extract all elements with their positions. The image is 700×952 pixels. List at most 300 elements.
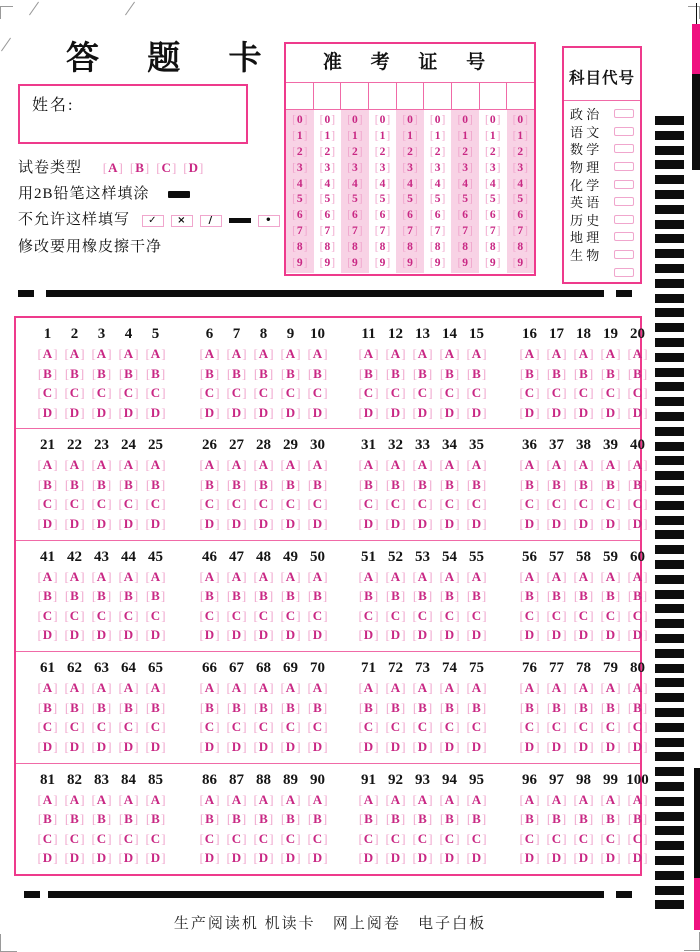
answer-bubble-31-d[interactable]: [ D ] — [355, 514, 382, 534]
answer-bubble-25-d[interactable]: [ D ] — [142, 514, 169, 534]
answer-bubble-100-b[interactable]: [ B ] — [624, 809, 651, 829]
answer-bubble-98-b[interactable]: [ B ] — [570, 809, 597, 829]
answer-bubble-60-c[interactable]: [ C ] — [624, 606, 651, 626]
answer-bubble-52-c[interactable]: [ C ] — [382, 606, 409, 626]
answer-bubble-82-c[interactable]: [ C ] — [61, 829, 88, 849]
answer-bubble-9-d[interactable]: [ D ] — [277, 403, 304, 423]
answer-bubble-52-a[interactable]: [ A ] — [382, 567, 409, 587]
ticket-digit-bubble-1[interactable]: [ 1 ] — [286, 130, 314, 142]
answer-bubble-58-a[interactable]: [ A ] — [570, 567, 597, 587]
answer-bubble-94-a[interactable]: [ A ] — [436, 790, 463, 810]
answer-bubble-95-b[interactable]: [ B ] — [463, 809, 490, 829]
answer-bubble-98-a[interactable]: [ A ] — [570, 790, 597, 810]
answer-bubble-32-b[interactable]: [ B ] — [382, 475, 409, 495]
answer-bubble-31-a[interactable]: [ A ] — [355, 455, 382, 475]
answer-bubble-62-d[interactable]: [ D ] — [61, 737, 88, 757]
answer-bubble-98-c[interactable]: [ C ] — [570, 829, 597, 849]
answer-bubble-48-a[interactable]: [ A ] — [250, 567, 277, 587]
answer-bubble-41-a[interactable]: [ A ] — [34, 567, 61, 587]
answer-bubble-97-d[interactable]: [ D ] — [543, 848, 570, 868]
ticket-digit-bubble-4[interactable]: [ 4 ] — [341, 178, 369, 190]
answer-bubble-47-c[interactable]: [ C ] — [223, 606, 250, 626]
answer-bubble-55-a[interactable]: [ A ] — [463, 567, 490, 587]
answer-bubble-86-d[interactable]: [ D ] — [196, 848, 223, 868]
answer-bubble-60-a[interactable]: [ A ] — [624, 567, 651, 587]
ticket-digit-bubble-0[interactable]: [ 0 ] — [341, 114, 369, 126]
answer-bubble-54-d[interactable]: [ D ] — [436, 625, 463, 645]
answer-bubble-48-d[interactable]: [ D ] — [250, 625, 277, 645]
ticket-digit-bubble-8[interactable]: [ 8 ] — [341, 241, 369, 253]
answer-bubble-36-b[interactable]: [ B ] — [516, 475, 543, 495]
answer-bubble-78-b[interactable]: [ B ] — [570, 698, 597, 718]
subject-code-slot[interactable] — [614, 144, 634, 153]
answer-bubble-94-b[interactable]: [ B ] — [436, 809, 463, 829]
ticket-digit-bubble-1[interactable]: [ 1 ] — [424, 130, 452, 142]
answer-bubble-65-d[interactable]: [ D ] — [142, 737, 169, 757]
ticket-digit-bubble-9[interactable]: [ 9 ] — [424, 257, 452, 269]
ticket-digit-bubble-3[interactable]: [ 3 ] — [479, 162, 507, 174]
name-field-box[interactable] — [18, 84, 248, 144]
answer-bubble-56-b[interactable]: [ B ] — [516, 586, 543, 606]
ticket-digit-bubble-4[interactable]: [ 4 ] — [507, 178, 535, 190]
answer-bubble-79-c[interactable]: [ C ] — [597, 717, 624, 737]
answer-bubble-82-b[interactable]: [ B ] — [61, 809, 88, 829]
ticket-digit-bubble-6[interactable]: [ 6 ] — [507, 209, 535, 221]
answer-bubble-94-d[interactable]: [ D ] — [436, 848, 463, 868]
ticket-digit-bubble-9[interactable]: [ 9 ] — [341, 257, 369, 269]
answer-bubble-33-b[interactable]: [ B ] — [409, 475, 436, 495]
answer-bubble-80-d[interactable]: [ D ] — [624, 737, 651, 757]
answer-bubble-53-d[interactable]: [ D ] — [409, 625, 436, 645]
answer-bubble-10-c[interactable]: [ C ] — [304, 383, 331, 403]
answer-bubble-29-a[interactable]: [ A ] — [277, 455, 304, 475]
answer-bubble-84-c[interactable]: [ C ] — [115, 829, 142, 849]
answer-bubble-73-b[interactable]: [ B ] — [409, 698, 436, 718]
answer-bubble-55-b[interactable]: [ B ] — [463, 586, 490, 606]
answer-bubble-32-a[interactable]: [ A ] — [382, 455, 409, 475]
answer-bubble-33-a[interactable]: [ A ] — [409, 455, 436, 475]
ticket-digit-bubble-5[interactable]: [ 5 ] — [396, 193, 424, 205]
ticket-digit-bubble-7[interactable]: [ 7 ] — [507, 225, 535, 237]
answer-bubble-92-b[interactable]: [ B ] — [382, 809, 409, 829]
ticket-digit-bubble-5[interactable]: [ 5 ] — [341, 193, 369, 205]
answer-bubble-50-a[interactable]: [ A ] — [304, 567, 331, 587]
answer-bubble-10-a[interactable]: [ A ] — [304, 344, 331, 364]
ticket-digit-bubble-4[interactable]: [ 4 ] — [314, 178, 342, 190]
answer-bubble-80-a[interactable]: [ A ] — [624, 678, 651, 698]
subject-code-slot[interactable] — [614, 215, 634, 224]
ticket-digit-bubble-8[interactable]: [ 8 ] — [424, 241, 452, 253]
answer-bubble-48-b[interactable]: [ B ] — [250, 586, 277, 606]
ticket-digit-bubble-3[interactable]: [ 3 ] — [507, 162, 535, 174]
answer-bubble-1-d[interactable]: [ D ] — [34, 403, 61, 423]
subject-code-slot[interactable] — [614, 162, 634, 171]
ticket-write-cell[interactable] — [369, 83, 397, 109]
subject-code-slot[interactable] — [614, 180, 634, 189]
answer-bubble-95-d[interactable]: [ D ] — [463, 848, 490, 868]
answer-bubble-72-b[interactable]: [ B ] — [382, 698, 409, 718]
ticket-write-cell[interactable] — [314, 83, 342, 109]
answer-bubble-64-a[interactable]: [ A ] — [115, 678, 142, 698]
answer-bubble-72-d[interactable]: [ D ] — [382, 737, 409, 757]
answer-bubble-100-c[interactable]: [ C ] — [624, 829, 651, 849]
answer-bubble-90-c[interactable]: [ C ] — [304, 829, 331, 849]
answer-bubble-47-a[interactable]: [ A ] — [223, 567, 250, 587]
answer-bubble-56-a[interactable]: [ A ] — [516, 567, 543, 587]
ticket-digit-bubble-5[interactable]: [ 5 ] — [424, 193, 452, 205]
answer-bubble-56-c[interactable]: [ C ] — [516, 606, 543, 626]
answer-bubble-75-c[interactable]: [ C ] — [463, 717, 490, 737]
answer-bubble-57-c[interactable]: [ C ] — [543, 606, 570, 626]
answer-bubble-40-d[interactable]: [ D ] — [624, 514, 651, 534]
answer-bubble-58-c[interactable]: [ C ] — [570, 606, 597, 626]
answer-bubble-4-b[interactable]: [ B ] — [115, 364, 142, 384]
answer-bubble-35-c[interactable]: [ C ] — [463, 494, 490, 514]
answer-bubble-96-a[interactable]: [ A ] — [516, 790, 543, 810]
answer-bubble-24-d[interactable]: [ D ] — [115, 514, 142, 534]
answer-bubble-87-a[interactable]: [ A ] — [223, 790, 250, 810]
answer-bubble-53-a[interactable]: [ A ] — [409, 567, 436, 587]
answer-bubble-22-c[interactable]: [ C ] — [61, 494, 88, 514]
answer-bubble-53-b[interactable]: [ B ] — [409, 586, 436, 606]
answer-bubble-57-d[interactable]: [ D ] — [543, 625, 570, 645]
answer-bubble-43-d[interactable]: [ D ] — [88, 625, 115, 645]
answer-bubble-63-b[interactable]: [ B ] — [88, 698, 115, 718]
answer-bubble-86-c[interactable]: [ C ] — [196, 829, 223, 849]
answer-bubble-83-c[interactable]: [ C ] — [88, 829, 115, 849]
ticket-digit-bubble-6[interactable]: [ 6 ] — [314, 209, 342, 221]
answer-bubble-25-b[interactable]: [ B ] — [142, 475, 169, 495]
answer-bubble-26-c[interactable]: [ C ] — [196, 494, 223, 514]
answer-bubble-55-c[interactable]: [ C ] — [463, 606, 490, 626]
answer-bubble-28-c[interactable]: [ C ] — [250, 494, 277, 514]
answer-bubble-96-d[interactable]: [ D ] — [516, 848, 543, 868]
answer-bubble-23-b[interactable]: [ B ] — [88, 475, 115, 495]
answer-bubble-18-b[interactable]: [ B ] — [570, 364, 597, 384]
answer-bubble-12-a[interactable]: [ A ] — [382, 344, 409, 364]
answer-bubble-34-b[interactable]: [ B ] — [436, 475, 463, 495]
answer-bubble-92-a[interactable]: [ A ] — [382, 790, 409, 810]
ticket-digit-bubble-8[interactable]: [ 8 ] — [479, 241, 507, 253]
ticket-digit-bubble-5[interactable]: [ 5 ] — [314, 193, 342, 205]
subject-code-slot[interactable] — [614, 197, 634, 206]
answer-bubble-10-b[interactable]: [ B ] — [304, 364, 331, 384]
answer-bubble-91-c[interactable]: [ C ] — [355, 829, 382, 849]
answer-bubble-46-d[interactable]: [ D ] — [196, 625, 223, 645]
answer-bubble-4-a[interactable]: [ A ] — [115, 344, 142, 364]
answer-bubble-67-c[interactable]: [ C ] — [223, 717, 250, 737]
answer-bubble-70-a[interactable]: [ A ] — [304, 678, 331, 698]
answer-bubble-83-d[interactable]: [ D ] — [88, 848, 115, 868]
answer-bubble-14-d[interactable]: [ D ] — [436, 403, 463, 423]
answer-bubble-3-b[interactable]: [ B ] — [88, 364, 115, 384]
answer-bubble-22-d[interactable]: [ D ] — [61, 514, 88, 534]
answer-bubble-6-b[interactable]: [ B ] — [196, 364, 223, 384]
answer-bubble-17-b[interactable]: [ B ] — [543, 364, 570, 384]
ticket-digit-bubble-5[interactable]: [ 5 ] — [451, 193, 479, 205]
answer-bubble-71-a[interactable]: [ A ] — [355, 678, 382, 698]
ticket-digit-bubble-7[interactable]: [ 7 ] — [341, 225, 369, 237]
answer-bubble-11-a[interactable]: [ A ] — [355, 344, 382, 364]
answer-bubble-75-d[interactable]: [ D ] — [463, 737, 490, 757]
answer-bubble-99-d[interactable]: [ D ] — [597, 848, 624, 868]
answer-bubble-79-a[interactable]: [ A ] — [597, 678, 624, 698]
ticket-digit-bubble-6[interactable]: [ 6 ] — [479, 209, 507, 221]
answer-bubble-16-a[interactable]: [ A ] — [516, 344, 543, 364]
answer-bubble-73-c[interactable]: [ C ] — [409, 717, 436, 737]
answer-bubble-14-b[interactable]: [ B ] — [436, 364, 463, 384]
answer-bubble-49-b[interactable]: [ B ] — [277, 586, 304, 606]
answer-bubble-60-d[interactable]: [ D ] — [624, 625, 651, 645]
answer-bubble-18-a[interactable]: [ A ] — [570, 344, 597, 364]
answer-bubble-94-c[interactable]: [ C ] — [436, 829, 463, 849]
answer-bubble-76-b[interactable]: [ B ] — [516, 698, 543, 718]
ticket-digit-bubble-0[interactable]: [ 0 ] — [396, 114, 424, 126]
ticket-digit-bubble-2[interactable]: [ 2 ] — [396, 146, 424, 158]
ticket-digit-bubble-6[interactable]: [ 6 ] — [451, 209, 479, 221]
answer-bubble-45-c[interactable]: [ C ] — [142, 606, 169, 626]
answer-bubble-44-b[interactable]: [ B ] — [115, 586, 142, 606]
answer-bubble-61-b[interactable]: [ B ] — [34, 698, 61, 718]
answer-bubble-61-c[interactable]: [ C ] — [34, 717, 61, 737]
answer-bubble-72-c[interactable]: [ C ] — [382, 717, 409, 737]
answer-bubble-2-c[interactable]: [ C ] — [61, 383, 88, 403]
answer-bubble-75-b[interactable]: [ B ] — [463, 698, 490, 718]
answer-bubble-3-d[interactable]: [ D ] — [88, 403, 115, 423]
answer-bubble-66-b[interactable]: [ B ] — [196, 698, 223, 718]
answer-bubble-43-c[interactable]: [ C ] — [88, 606, 115, 626]
answer-bubble-23-c[interactable]: [ C ] — [88, 494, 115, 514]
answer-bubble-28-d[interactable]: [ D ] — [250, 514, 277, 534]
ticket-digit-bubble-1[interactable]: [ 1 ] — [479, 130, 507, 142]
answer-bubble-83-b[interactable]: [ B ] — [88, 809, 115, 829]
answer-bubble-9-a[interactable]: [ A ] — [277, 344, 304, 364]
answer-bubble-63-d[interactable]: [ D ] — [88, 737, 115, 757]
answer-bubble-89-a[interactable]: [ A ] — [277, 790, 304, 810]
answer-bubble-38-d[interactable]: [ D ] — [570, 514, 597, 534]
answer-bubble-68-a[interactable]: [ A ] — [250, 678, 277, 698]
answer-bubble-35-b[interactable]: [ B ] — [463, 475, 490, 495]
answer-bubble-17-c[interactable]: [ C ] — [543, 383, 570, 403]
answer-bubble-8-c[interactable]: [ C ] — [250, 383, 277, 403]
answer-bubble-26-a[interactable]: [ A ] — [196, 455, 223, 475]
answer-bubble-9-b[interactable]: [ B ] — [277, 364, 304, 384]
answer-bubble-59-a[interactable]: [ A ] — [597, 567, 624, 587]
ticket-digit-bubble-7[interactable]: [ 7 ] — [369, 225, 397, 237]
ticket-digit-bubble-0[interactable]: [ 0 ] — [369, 114, 397, 126]
answer-bubble-44-d[interactable]: [ D ] — [115, 625, 142, 645]
ticket-digit-bubble-8[interactable]: [ 8 ] — [507, 241, 535, 253]
answer-bubble-58-b[interactable]: [ B ] — [570, 586, 597, 606]
ticket-digit-bubble-9[interactable]: [ 9 ] — [286, 257, 314, 269]
answer-bubble-7-c[interactable]: [ C ] — [223, 383, 250, 403]
answer-bubble-9-c[interactable]: [ C ] — [277, 383, 304, 403]
answer-bubble-91-b[interactable]: [ B ] — [355, 809, 382, 829]
answer-bubble-30-c[interactable]: [ C ] — [304, 494, 331, 514]
answer-bubble-18-d[interactable]: [ D ] — [570, 403, 597, 423]
answer-bubble-10-d[interactable]: [ D ] — [304, 403, 331, 423]
answer-bubble-69-b[interactable]: [ B ] — [277, 698, 304, 718]
ticket-digit-bubble-7[interactable]: [ 7 ] — [286, 225, 314, 237]
ticket-digit-bubble-5[interactable]: [ 5 ] — [479, 193, 507, 205]
answer-bubble-37-b[interactable]: [ B ] — [543, 475, 570, 495]
answer-bubble-42-b[interactable]: [ B ] — [61, 586, 88, 606]
answer-bubble-49-c[interactable]: [ C ] — [277, 606, 304, 626]
answer-bubble-8-d[interactable]: [ D ] — [250, 403, 277, 423]
answer-bubble-66-d[interactable]: [ D ] — [196, 737, 223, 757]
ticket-digit-bubble-5[interactable]: [ 5 ] — [507, 193, 535, 205]
answer-bubble-11-d[interactable]: [ D ] — [355, 403, 382, 423]
answer-bubble-90-b[interactable]: [ B ] — [304, 809, 331, 829]
answer-bubble-86-a[interactable]: [ A ] — [196, 790, 223, 810]
ticket-digit-bubble-3[interactable]: [ 3 ] — [314, 162, 342, 174]
answer-bubble-63-a[interactable]: [ A ] — [88, 678, 115, 698]
ticket-digit-bubble-9[interactable]: [ 9 ] — [314, 257, 342, 269]
ticket-digit-bubble-0[interactable]: [ 0 ] — [424, 114, 452, 126]
answer-bubble-57-a[interactable]: [ A ] — [543, 567, 570, 587]
answer-bubble-50-c[interactable]: [ C ] — [304, 606, 331, 626]
answer-bubble-49-a[interactable]: [ A ] — [277, 567, 304, 587]
answer-bubble-44-c[interactable]: [ C ] — [115, 606, 142, 626]
answer-bubble-52-d[interactable]: [ D ] — [382, 625, 409, 645]
ticket-digit-bubble-2[interactable]: [ 2 ] — [286, 146, 314, 158]
answer-bubble-79-b[interactable]: [ B ] — [597, 698, 624, 718]
answer-bubble-46-a[interactable]: [ A ] — [196, 567, 223, 587]
answer-bubble-7-d[interactable]: [ D ] — [223, 403, 250, 423]
answer-bubble-16-c[interactable]: [ C ] — [516, 383, 543, 403]
answer-bubble-53-c[interactable]: [ C ] — [409, 606, 436, 626]
ticket-digit-bubble-3[interactable]: [ 3 ] — [451, 162, 479, 174]
answer-bubble-81-c[interactable]: [ C ] — [34, 829, 61, 849]
ticket-digit-bubble-9[interactable]: [ 9 ] — [396, 257, 424, 269]
answer-bubble-36-c[interactable]: [ C ] — [516, 494, 543, 514]
answer-bubble-8-a[interactable]: [ A ] — [250, 344, 277, 364]
answer-bubble-27-b[interactable]: [ B ] — [223, 475, 250, 495]
answer-bubble-28-a[interactable]: [ A ] — [250, 455, 277, 475]
answer-bubble-13-a[interactable]: [ A ] — [409, 344, 436, 364]
answer-bubble-71-d[interactable]: [ D ] — [355, 737, 382, 757]
ticket-digit-bubble-2[interactable]: [ 2 ] — [451, 146, 479, 158]
answer-bubble-8-b[interactable]: [ B ] — [250, 364, 277, 384]
answer-bubble-60-b[interactable]: [ B ] — [624, 586, 651, 606]
answer-bubble-62-c[interactable]: [ C ] — [61, 717, 88, 737]
answer-bubble-43-b[interactable]: [ B ] — [88, 586, 115, 606]
answer-bubble-97-c[interactable]: [ C ] — [543, 829, 570, 849]
answer-bubble-67-a[interactable]: [ A ] — [223, 678, 250, 698]
ticket-digit-bubble-3[interactable]: [ 3 ] — [396, 162, 424, 174]
answer-bubble-59-d[interactable]: [ D ] — [597, 625, 624, 645]
answer-bubble-5-c[interactable]: [ C ] — [142, 383, 169, 403]
answer-bubble-25-a[interactable]: [ A ] — [142, 455, 169, 475]
answer-bubble-41-c[interactable]: [ C ] — [34, 606, 61, 626]
answer-bubble-88-a[interactable]: [ A ] — [250, 790, 277, 810]
answer-bubble-20-c[interactable]: [ C ] — [624, 383, 651, 403]
answer-bubble-40-a[interactable]: [ A ] — [624, 455, 651, 475]
ticket-write-cell[interactable] — [341, 83, 369, 109]
answer-bubble-21-c[interactable]: [ C ] — [34, 494, 61, 514]
answer-bubble-80-b[interactable]: [ B ] — [624, 698, 651, 718]
answer-bubble-62-a[interactable]: [ A ] — [61, 678, 88, 698]
answer-bubble-84-d[interactable]: [ D ] — [115, 848, 142, 868]
answer-bubble-22-b[interactable]: [ B ] — [61, 475, 88, 495]
ticket-digit-bubble-3[interactable]: [ 3 ] — [286, 162, 314, 174]
answer-bubble-100-a[interactable]: [ A ] — [624, 790, 651, 810]
ticket-digit-bubble-2[interactable]: [ 2 ] — [424, 146, 452, 158]
answer-bubble-78-a[interactable]: [ A ] — [570, 678, 597, 698]
answer-bubble-50-b[interactable]: [ B ] — [304, 586, 331, 606]
answer-bubble-39-b[interactable]: [ B ] — [597, 475, 624, 495]
answer-bubble-36-d[interactable]: [ D ] — [516, 514, 543, 534]
answer-bubble-51-d[interactable]: [ D ] — [355, 625, 382, 645]
answer-bubble-82-a[interactable]: [ A ] — [61, 790, 88, 810]
subject-code-slot[interactable] — [614, 250, 634, 259]
answer-bubble-44-a[interactable]: [ A ] — [115, 567, 142, 587]
answer-bubble-76-d[interactable]: [ D ] — [516, 737, 543, 757]
answer-bubble-84-b[interactable]: [ B ] — [115, 809, 142, 829]
answer-bubble-88-c[interactable]: [ C ] — [250, 829, 277, 849]
answer-bubble-39-c[interactable]: [ C ] — [597, 494, 624, 514]
ticket-digit-bubble-8[interactable]: [ 8 ] — [396, 241, 424, 253]
answer-bubble-69-a[interactable]: [ A ] — [277, 678, 304, 698]
answer-bubble-30-a[interactable]: [ A ] — [304, 455, 331, 475]
answer-bubble-49-d[interactable]: [ D ] — [277, 625, 304, 645]
ticket-digit-bubble-8[interactable]: [ 8 ] — [451, 241, 479, 253]
answer-bubble-4-c[interactable]: [ C ] — [115, 383, 142, 403]
answer-bubble-93-d[interactable]: [ D ] — [409, 848, 436, 868]
answer-bubble-24-b[interactable]: [ B ] — [115, 475, 142, 495]
ticket-digit-bubble-3[interactable]: [ 3 ] — [341, 162, 369, 174]
ticket-digit-bubble-8[interactable]: [ 8 ] — [369, 241, 397, 253]
answer-bubble-72-a[interactable]: [ A ] — [382, 678, 409, 698]
answer-bubble-39-d[interactable]: [ D ] — [597, 514, 624, 534]
answer-bubble-13-c[interactable]: [ C ] — [409, 383, 436, 403]
ticket-digit-bubble-4[interactable]: [ 4 ] — [424, 178, 452, 190]
answer-bubble-21-d[interactable]: [ D ] — [34, 514, 61, 534]
answer-bubble-18-c[interactable]: [ C ] — [570, 383, 597, 403]
answer-bubble-23-a[interactable]: [ A ] — [88, 455, 115, 475]
answer-bubble-31-c[interactable]: [ C ] — [355, 494, 382, 514]
answer-bubble-21-b[interactable]: [ B ] — [34, 475, 61, 495]
answer-bubble-34-a[interactable]: [ A ] — [436, 455, 463, 475]
answer-bubble-58-d[interactable]: [ D ] — [570, 625, 597, 645]
answer-bubble-69-c[interactable]: [ C ] — [277, 717, 304, 737]
ticket-digit-bubble-7[interactable]: [ 7 ] — [479, 225, 507, 237]
answer-bubble-74-d[interactable]: [ D ] — [436, 737, 463, 757]
answer-bubble-15-a[interactable]: [ A ] — [463, 344, 490, 364]
answer-bubble-85-a[interactable]: [ A ] — [142, 790, 169, 810]
answer-bubble-64-d[interactable]: [ D ] — [115, 737, 142, 757]
answer-bubble-30-d[interactable]: [ D ] — [304, 514, 331, 534]
answer-bubble-61-a[interactable]: [ A ] — [34, 678, 61, 698]
answer-bubble-3-c[interactable]: [ C ] — [88, 383, 115, 403]
answer-bubble-75-a[interactable]: [ A ] — [463, 678, 490, 698]
ticket-digit-bubble-4[interactable]: [ 4 ] — [396, 178, 424, 190]
answer-bubble-23-d[interactable]: [ D ] — [88, 514, 115, 534]
answer-bubble-65-c[interactable]: [ C ] — [142, 717, 169, 737]
answer-bubble-39-a[interactable]: [ A ] — [597, 455, 624, 475]
answer-bubble-2-a[interactable]: [ A ] — [61, 344, 88, 364]
answer-bubble-33-d[interactable]: [ D ] — [409, 514, 436, 534]
answer-bubble-51-c[interactable]: [ C ] — [355, 606, 382, 626]
answer-bubble-45-a[interactable]: [ A ] — [142, 567, 169, 587]
ticket-digit-bubble-1[interactable]: [ 1 ] — [451, 130, 479, 142]
answer-bubble-13-b[interactable]: [ B ] — [409, 364, 436, 384]
answer-bubble-15-c[interactable]: [ C ] — [463, 383, 490, 403]
answer-bubble-70-b[interactable]: [ B ] — [304, 698, 331, 718]
answer-bubble-27-d[interactable]: [ D ] — [223, 514, 250, 534]
answer-bubble-29-c[interactable]: [ C ] — [277, 494, 304, 514]
ticket-digit-bubble-5[interactable]: [ 5 ] — [369, 193, 397, 205]
